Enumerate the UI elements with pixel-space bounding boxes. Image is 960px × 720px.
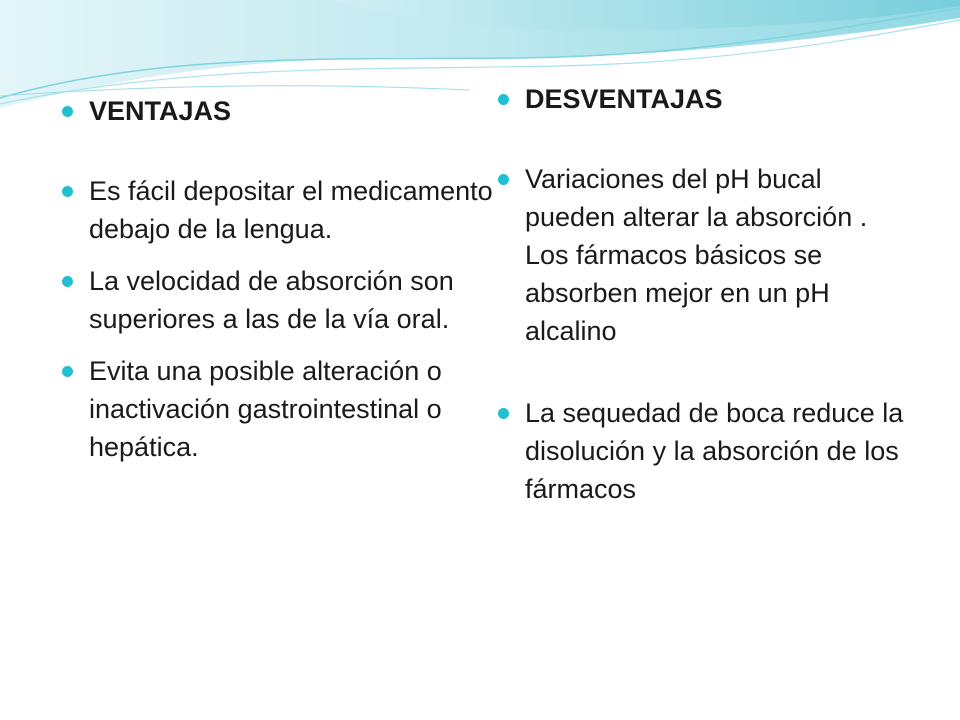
ventajas-item-2 (62, 262, 500, 338)
desventajas-item-text: Variaciones del pH bucal pueden alterar la absorción . Los fármacos básicos se absorben mejor en un pH alcalino (525, 164, 868, 346)
bullet-icon (498, 94, 509, 105)
bullet-icon (62, 366, 73, 377)
bullet-icon (62, 186, 73, 197)
ventajas-heading: VENTAJAS (89, 96, 232, 126)
ventajas-item-1 (62, 172, 500, 248)
desventajas-heading-item (498, 80, 918, 118)
desventajas-heading: DESVENTAJAS (525, 84, 723, 114)
ventajas-item-text: La velocidad de absorción son superiores a las de la vía oral. (89, 266, 454, 334)
desventajas-column (498, 80, 918, 508)
ventajas-item-3 (62, 352, 500, 466)
ventajas-item-text: Es fácil depositar el medicamento debajo de la lengua. (89, 176, 493, 244)
desventajas-item-1 (498, 160, 918, 350)
ventajas-column (62, 92, 500, 466)
bullet-icon (62, 276, 73, 287)
ventajas-heading-item (62, 92, 500, 130)
desventajas-item-2 (498, 394, 918, 508)
bullet-icon (498, 174, 509, 185)
ventajas-item-text: Evita una posible alteración o inactivación gastrointestinal o hepática. (89, 356, 442, 462)
bullet-icon (62, 106, 73, 117)
bullet-icon (498, 408, 509, 419)
desventajas-item-text: La sequedad de boca reduce la disolución y la absorción de los fármacos (525, 398, 904, 504)
